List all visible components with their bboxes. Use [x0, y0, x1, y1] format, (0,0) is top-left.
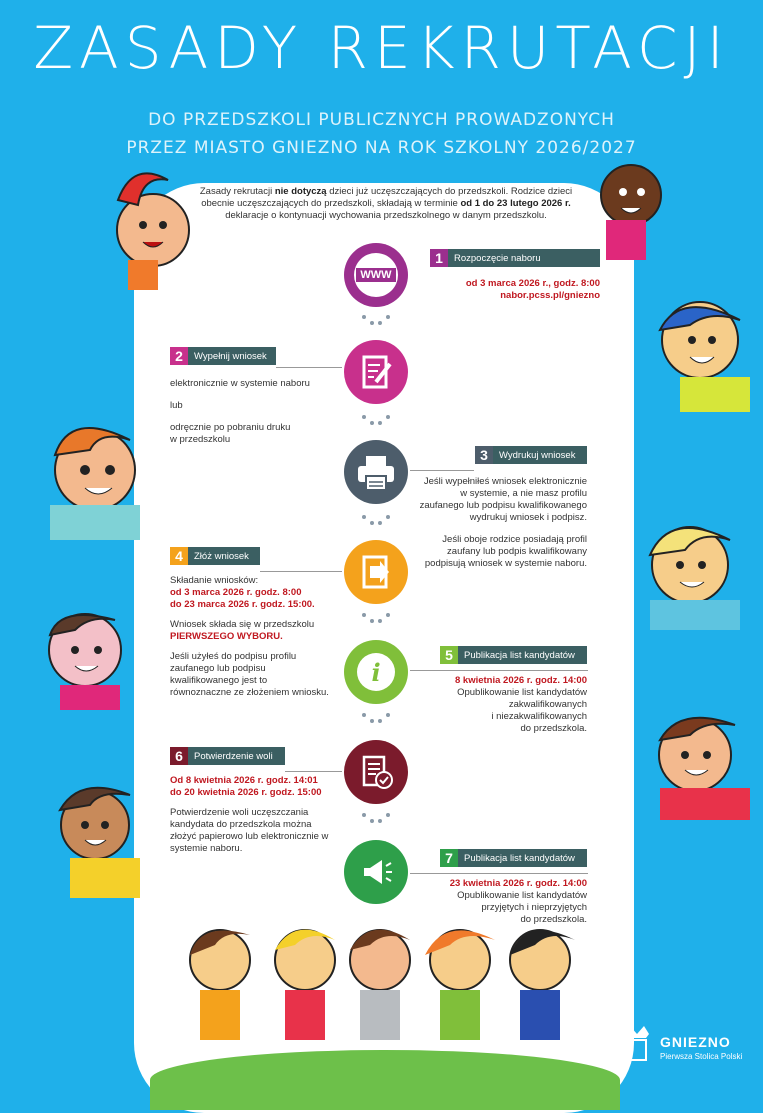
gniezno-logo: GNIEZNO Pierwsza Stolica Polski — [622, 1020, 757, 1070]
connector-line — [276, 367, 342, 368]
step-3-label: 3 Wydrukuj wniosek — [475, 446, 587, 464]
step-7-text: 23 kwietnia 2026 r. godz. 14:00 Opublikowanie list kandydatów przyjętych i nieprzyjętych do przedszkola. — [449, 878, 587, 925]
subtitle-line-2: PRZEZ MIASTO GNIEZNO NA ROK SZKOLNY 2026/2027 — [126, 138, 637, 158]
step-2-label: 2 Wypełnij wniosek — [170, 347, 276, 365]
subtitle-line-1: DO PRZEDSZKOLI PUBLICZNYCH PROWADZONYCH — [148, 110, 615, 130]
step-4-label: 4 Złóż wniosek — [170, 547, 260, 565]
step-5-text: 8 kwietnia 2026 r. godz. 14:00 Opublikowanie list kandydatów zakwalifikowanych i niezakwalifikowanych do przedszkola. — [454, 675, 587, 734]
kid-illustration — [650, 295, 763, 415]
document-check-icon — [356, 752, 396, 792]
kid-illustration — [98, 160, 198, 290]
connector-dots — [362, 613, 392, 627]
megaphone-icon — [356, 852, 396, 892]
form-icon — [356, 352, 396, 392]
connector-line — [410, 873, 588, 874]
kid-illustration — [40, 770, 140, 900]
kid-illustration — [630, 510, 763, 630]
connector-dots — [362, 515, 392, 529]
connector-line — [410, 470, 474, 471]
kid-illustration — [640, 700, 763, 820]
step-3-circle — [344, 440, 408, 504]
step-1-circle — [344, 243, 408, 307]
step-3-text: Jeśli wypełniłeś wniosek elektronicznie w systemie, a nie masz profilu zaufanego lub podpisu kwalifikowanego wydrukuj wniosek i podpisz. Jeśli oboje rodzice posiadają profil zaufany lub podpis kwalifikowany podpisują wniosek w systemie naboru. — [419, 476, 587, 569]
step-4-text: Składanie wniosków: od 3 marca 2026 r. godz. 8:00 do 23 marca 2026 r. godz. 15:00. Wniosek składa się w przedszkolu PIERWSZEGO WYBORU. Jeśli użyłeś do podpisu profilu zaufanego lub podpisu kwalifikowanego jest to równoznaczne ze złożeniem wniosku. — [170, 575, 329, 698]
connector-line — [260, 571, 342, 572]
enter-icon — [356, 552, 396, 592]
step-6-circle — [344, 740, 408, 804]
connector-line — [285, 771, 342, 772]
step-7-label: 7 Publikacja list kandydatów — [440, 849, 587, 867]
connector-dots — [362, 713, 392, 727]
step-2-circle — [344, 340, 408, 404]
step-6-label: 6 Potwierdzenie woli — [170, 747, 285, 765]
step-6-text: Od 8 kwietnia 2026 r. godz. 14:01 do 20 kwietnia 2026 r. godz. 15:00 Potwierdzenie woli uczęszczania kandydata do przedszkola można złożyć papierowo lub elektronicznie w systemie naboru. — [170, 775, 329, 854]
connector-dots — [362, 813, 392, 827]
kid-illustration — [30, 410, 140, 540]
step-5-circle — [344, 640, 408, 704]
step-4-circle — [344, 540, 408, 604]
step-7-circle — [344, 840, 408, 904]
step-2-text: elektronicznie w systemie naboru lub odręcznie po pobraniu druku w przedszkolu — [170, 378, 310, 445]
step-1-text: od 3 marca 2026 r., godz. 8:00 nabor.pcss.pl/gniezno — [465, 278, 600, 301]
connector-line — [410, 670, 588, 671]
www-icon: WWW — [354, 253, 398, 297]
children-group-illustration — [175, 915, 625, 1075]
printer-icon — [355, 452, 397, 492]
crown-icon — [622, 1024, 652, 1064]
kid-illustration — [596, 150, 666, 260]
intro-text: Zasady rekrutacji nie dotyczą dzieci już uczęszczających do przedszkoli. Rodzice dzieci obecnie uczęszczających do przedszkoli, składają w terminie od 1 do 23 lutego 2026 r. deklaracje o kontynuacji wychowania przedszkolnego w danym przedszkolu. — [199, 186, 573, 221]
connector-dots — [362, 415, 392, 429]
connector-dots — [362, 315, 392, 329]
kid-illustration — [20, 600, 140, 710]
step-5-label: 5 Publikacja list kandydatów — [440, 646, 587, 664]
info-icon: i — [357, 653, 395, 691]
page-title: ZASADY REKRUTACJI — [33, 14, 730, 82]
step-1-label: 1 Rozpoczęcie naboru — [430, 249, 600, 267]
